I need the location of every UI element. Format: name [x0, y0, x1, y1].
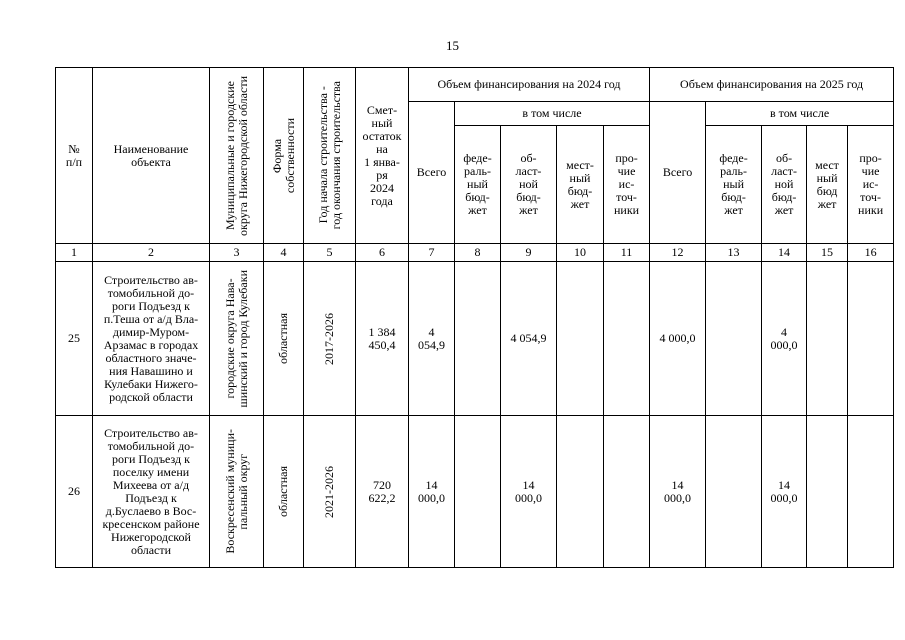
other-2025 — [848, 416, 894, 568]
district: городские округа Нава- шинский и город Кулебаки — [210, 262, 264, 416]
federal-2024 — [455, 262, 501, 416]
header-other-2025: про- чие ис- точ- ники — [848, 126, 894, 244]
other-2024 — [604, 416, 650, 568]
header-total-2024: Всего — [409, 102, 455, 244]
district: Воскресенский муници- пальный округ — [210, 416, 264, 568]
financing-table — [55, 67, 894, 568]
column-number: 16 — [848, 244, 894, 262]
column-number: 4 — [264, 244, 304, 262]
header-including-2024: в том числе — [455, 102, 650, 126]
header-including-2025: в том числе — [706, 102, 894, 126]
federal-2024 — [455, 416, 501, 568]
federal-2025 — [706, 416, 762, 568]
header-remaining: Смет- ный остаток на 1 янва- ря 2024 года — [356, 68, 409, 244]
column-number: 9 — [501, 244, 557, 262]
local-2025 — [807, 416, 848, 568]
local-2024 — [557, 262, 604, 416]
column-number: 3 — [210, 244, 264, 262]
ownership: областная — [264, 262, 304, 416]
column-number: 15 — [807, 244, 848, 262]
table-row — [56, 262, 894, 416]
column-number-row — [56, 244, 894, 262]
construction-years: 2017-2026 — [304, 262, 356, 416]
header-regional-2025: об- ласт- ной бюд- жет — [762, 126, 807, 244]
other-2024 — [604, 262, 650, 416]
other-2025 — [848, 262, 894, 416]
header-financing-2024: Объем финансирования на 2024 год — [409, 68, 650, 102]
column-number: 13 — [706, 244, 762, 262]
column-number: 14 — [762, 244, 807, 262]
column-number: 12 — [650, 244, 706, 262]
total-2024: 4 054,9 — [409, 262, 455, 416]
column-number: 1 — [56, 244, 93, 262]
regional-2025: 14 000,0 — [762, 416, 807, 568]
total-2025: 4 000,0 — [650, 262, 706, 416]
column-number: 8 — [455, 244, 501, 262]
header-local-2024: мест- ный бюд- жет — [557, 126, 604, 244]
header-total-2025: Всего — [650, 102, 706, 244]
regional-2024: 4 054,9 — [501, 262, 557, 416]
local-2025 — [807, 262, 848, 416]
table-row — [56, 416, 894, 568]
total-2024: 14 000,0 — [409, 416, 455, 568]
header-federal-2024: феде- раль- ный бюд- жет — [455, 126, 501, 244]
header-federal-2025: феде- раль- ный бюд- жет — [706, 126, 762, 244]
object-name: Строительство ав- томобильной до- роги Подъезд к п.Теша от а/д Вла- димир-Муром- Арзамас в городах областного значе- ния Навашино и Кулебаки Нижего- родской области — [93, 262, 210, 416]
column-number: 2 — [93, 244, 210, 262]
object-name: Строительство ав- томобильной до- роги Подъезд к поселку имени Михеева от а/д Подъезд к д.Буслаево в Вос- кресенском районе Нижегородской области — [93, 416, 210, 568]
column-number: 6 — [356, 244, 409, 262]
header-financing-2025: Объем финансирования на 2025 год — [650, 68, 894, 102]
header-other-2024: про- чие ис- точ- ники — [604, 126, 650, 244]
construction-years: 2021-2026 — [304, 416, 356, 568]
header-object-name: Наименование объекта — [93, 68, 210, 244]
remaining-estimate: 1 384 450,4 — [356, 262, 409, 416]
header-years: Год начала строительства - год окончания строительства — [304, 68, 356, 244]
column-number: 10 — [557, 244, 604, 262]
header-ownership: Форма собственности — [264, 68, 304, 244]
header-number: № п/п — [56, 68, 93, 244]
header-regional-2024: об- ласт- ной бюд- жет — [501, 126, 557, 244]
row-number: 26 — [56, 416, 93, 568]
column-number: 11 — [604, 244, 650, 262]
page-number: 15 — [446, 38, 459, 53]
ownership: областная — [264, 416, 304, 568]
column-number: 7 — [409, 244, 455, 262]
regional-2024: 14 000,0 — [501, 416, 557, 568]
header-district: Муниципальные и городские округа Нижегородской области — [210, 68, 264, 244]
column-number: 5 — [304, 244, 356, 262]
remaining-estimate: 720 622,2 — [356, 416, 409, 568]
header-local-2025: мест ный бюд жет — [807, 126, 848, 244]
local-2024 — [557, 416, 604, 568]
federal-2025 — [706, 262, 762, 416]
row-number: 25 — [56, 262, 93, 416]
total-2025: 14 000,0 — [650, 416, 706, 568]
regional-2025: 4 000,0 — [762, 262, 807, 416]
